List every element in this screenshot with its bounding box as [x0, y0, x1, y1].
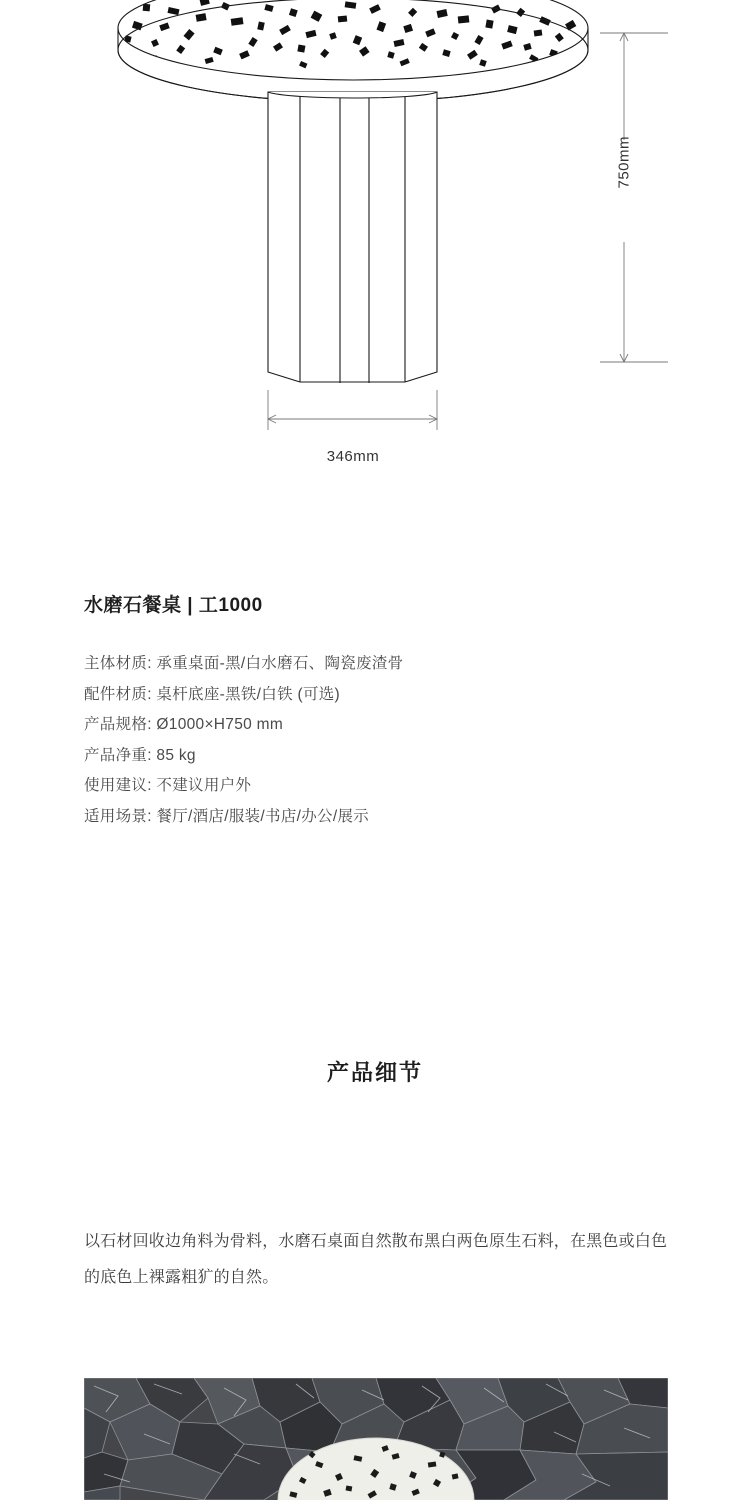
product-info-block: [84, 590, 684, 832]
product-dimension-drawing: [0, 0, 750, 500]
product-detail-photo: [84, 1378, 668, 1500]
section-description: 以石材回收边角料为骨料，水磨石桌面自然散布黑白两色原生石料，在黑色或白色的底色上裸露粗犷的自然。: [84, 1233, 668, 1286]
section-heading-product-details: 产品细节: [326, 1060, 423, 1085]
spec-item-size: 产品规格: Ø1000×H750 mm: [84, 716, 284, 733]
spec-item-main-material: 主体材质: 承重桌面-黑/白水磨石、陶瓷废渣骨: [84, 655, 404, 672]
spec-item-scenarios: 适用场景: 餐厅/酒店/服装/书店/办公/展示: [84, 807, 370, 825]
spec-item-usage-advice: 使用建议: 不建议用户外: [84, 777, 252, 794]
spec-item-weight: 产品净重: 85 kg: [84, 746, 196, 764]
height-dimension-label: 750mm: [615, 135, 633, 189]
width-dimension-line: [268, 390, 437, 430]
table-line-drawing: [0, 0, 750, 500]
page-title: 水磨石餐桌 | 工1000: [84, 595, 263, 616]
width-dimension-label: 346mm: [326, 448, 380, 465]
spec-item-accessory-material: 配件材质: 桌杆底座-黑铁/白铁 (可选): [84, 685, 341, 703]
height-dimension-line: [600, 33, 668, 362]
product-spec-list: [84, 649, 684, 832]
crushed-stone-image: [84, 1378, 668, 1500]
